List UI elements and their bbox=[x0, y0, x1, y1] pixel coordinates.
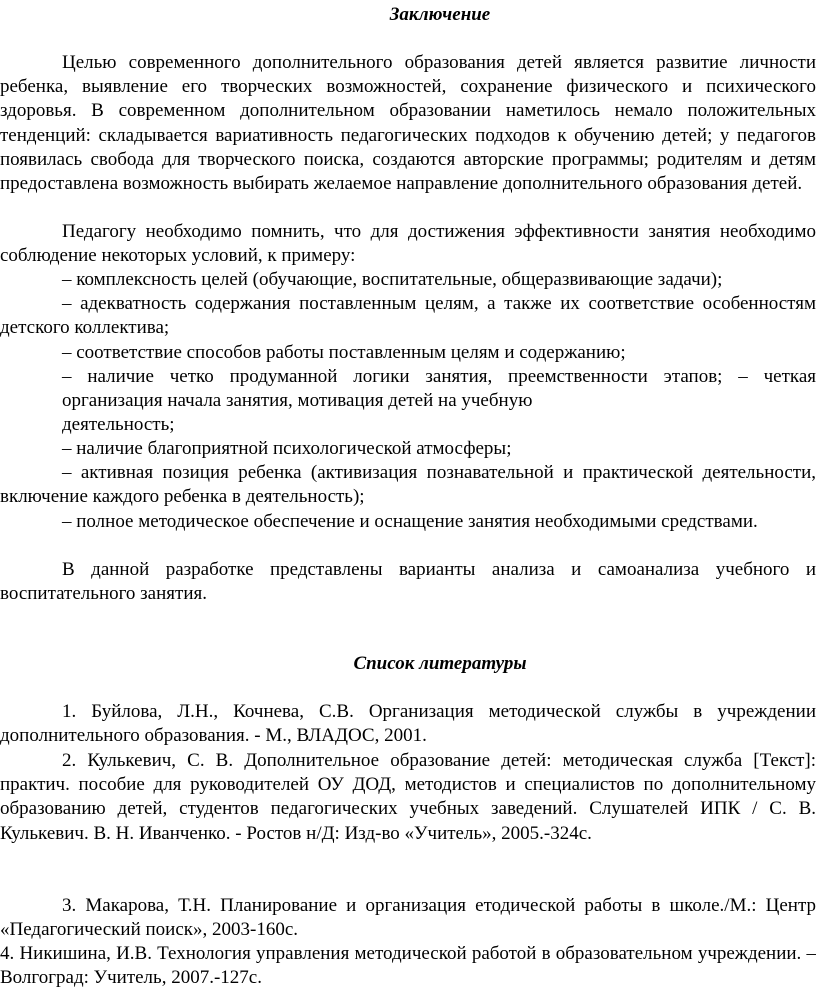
reference-item-2: 2. Кулькевич, С. В. Дополнительное образование детей: методическая служба [Текст]: практич. пособие для руководителей ОУ ДОД, методистов и специалистов по дополнительному образованию детей, студентов педагогических учебных заведений. Слушателей ИПК / С. В. Кулькевич. В. Н. Иванченко. - Ростов н/Д: Изд-во «Учитель», 2005.-324с. bbox=[0, 750, 816, 844]
conclusion-title: Заключение bbox=[389, 4, 491, 25]
condition-item-7: – полное методическое обеспечение и оснащение занятия необходимыми средствами. bbox=[62, 511, 758, 532]
condition-item-2: – адекватность содержания поставленным целям, а также их соответствие особенностям детского коллектива; bbox=[0, 293, 816, 339]
condition-item-4-line-2: организация начала занятия, мотивация детей на учебную bbox=[62, 390, 533, 411]
reference-item-4: 4. Никишина, И.В. Технология управления методической работой в образовательном учреждении. – Волгоград: Учитель, 2007.-127с. bbox=[0, 943, 816, 989]
conclusion-paragraph-1: Целью современного дополнительного образования детей является развитие личности ребенка, выявление его творческих возможностей, сохранение физического и психического здоровья. В современном дополнительном образовании наметилось немало положительных тенденций: складывается вариативность педагогических подходов к обучению детей; у педагогов появилась свобода для творческого поиска, создаются авторские программы; родителям и детям предоставлена возможность выбирать желаемое направление дополнительного образования детей. bbox=[0, 52, 816, 195]
condition-item-3: – соответствие способов работы поставленным целям и содержанию; bbox=[62, 342, 626, 363]
condition-item-4-line-3: деятельность; bbox=[62, 414, 175, 435]
condition-item-4-line-1: – наличие четко продуманной логики занятия, преемственности этапов; – четкая bbox=[62, 366, 816, 387]
conclusion-paragraph-2: Педагогу необходимо помнить, что для достижения эффективности занятия необходимо соблюдение некоторых условий, к примеру: bbox=[0, 221, 816, 267]
reference-item-1: 1. Буйлова, Л.Н., Кочнева, С.В. Организация методической службы в учреждении дополнительного образования. - М., ВЛАДОС, 2001. bbox=[0, 701, 816, 747]
references-title: Список литературы bbox=[353, 653, 527, 674]
condition-item-6: – активная позиция ребенка (активизация познавательной и практической деятельности, включение каждого ребенка в деятельность); bbox=[0, 462, 816, 508]
condition-item-5: – наличие благоприятной психологической атмосферы; bbox=[62, 438, 512, 459]
condition-item-1: – комплексность целей (обучающие, воспитательные, общеразвивающие задачи); bbox=[62, 269, 723, 290]
conclusion-paragraph-final: В данной разработке представлены варианты анализа и самоанализа учебного и воспитательного занятия. bbox=[0, 559, 816, 605]
reference-item-3: 3. Макарова, Т.Н. Планирование и организация етодической работы в школе./М.: Центр «Педагогический поиск», 2003-160с. bbox=[0, 895, 816, 941]
